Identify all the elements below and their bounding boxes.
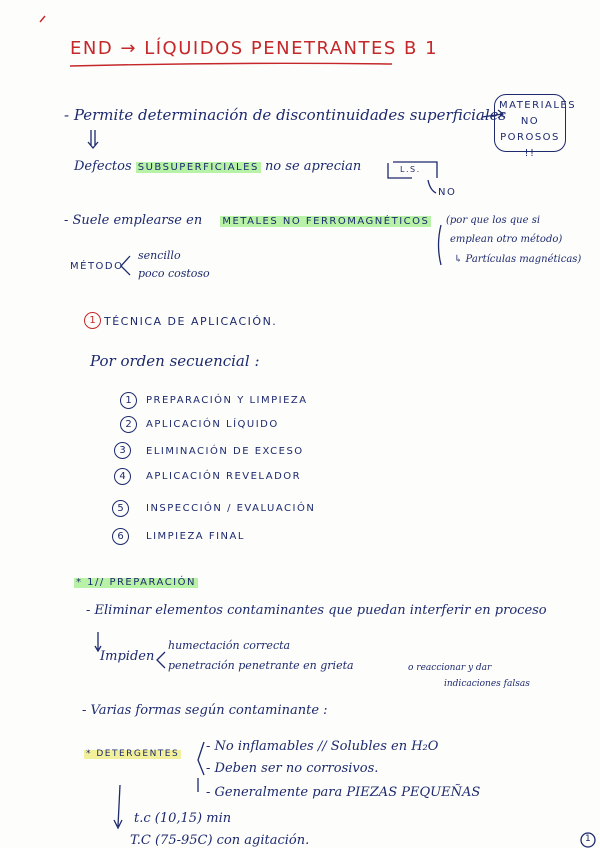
- step-label: APLICACIÓN LÍQUIDO: [146, 419, 279, 430]
- step-number-badge: 5: [112, 500, 129, 517]
- defects-label: Defectos: [74, 159, 132, 174]
- detergentes-time: t.c (10,15) min: [134, 811, 232, 826]
- title-underline: [70, 63, 392, 66]
- no-label: NO: [438, 187, 457, 198]
- no-arrow: [428, 180, 436, 193]
- prep-line-1: - Eliminar elementos contaminantes que puedan interferir en proceso: [86, 603, 547, 618]
- prep-line-2: - Varias formas según contaminante :: [82, 703, 328, 718]
- step-number-badge: 2: [120, 416, 137, 433]
- detergentes-item-1: - No inflamables // Solubles en H₂O: [206, 739, 439, 754]
- aside-line-1: (por que los que si: [446, 215, 541, 226]
- impiden-brace: [157, 652, 165, 668]
- step-number-badge: 1: [120, 392, 137, 409]
- step-label: ELIMINACIÓN DE EXCESO: [146, 446, 304, 457]
- detergentes-item-3: - Generalmente para PIEZAS PEQUEÑAS: [206, 785, 481, 800]
- note-box-text: MATERIALES NO POROSOS !!: [499, 100, 577, 159]
- detergentes-bracket: [198, 742, 204, 792]
- impiden-item-3: o reaccionar y dar: [408, 663, 492, 673]
- intro-line-1: - Permite determinación de discontinuidades superficiales: [64, 106, 507, 124]
- aside-bracket: [439, 225, 442, 265]
- detergentes-temp: T.C (75-95C) con agitación.: [130, 833, 310, 848]
- down-arrow: [114, 785, 122, 828]
- subsurface-highlight: SUBSUPERFICIALES: [137, 162, 259, 173]
- step-label: INSPECCIÓN / EVALUACIÓN: [146, 503, 316, 514]
- method-option-2: poco costoso: [138, 267, 210, 280]
- section-number-badge: 1: [84, 312, 101, 329]
- impiden-label: Impiden: [100, 649, 155, 664]
- implies-arrow: [88, 130, 98, 148]
- step-label: APLICACIÓN REVELADOR: [146, 471, 302, 482]
- method-label: MÉTODO: [70, 261, 124, 272]
- step-number-badge: 6: [112, 528, 129, 545]
- page-title: END → LÍQUIDOS PENETRANTES B 1: [70, 38, 439, 59]
- step-label: PREPARACIÓN Y LIMPIEZA: [146, 395, 308, 406]
- aside-line-2: emplean otro método): [450, 234, 563, 245]
- not-seen-text: no se aprecian: [264, 159, 362, 174]
- impiden-item-2: penetración penetrante en grieta: [168, 659, 354, 672]
- intro-line-3: [64, 214, 431, 227]
- bracket-inner-mark: L.S.: [400, 165, 421, 174]
- detergentes-label: * DETERGENTES: [86, 749, 180, 759]
- aside-line-3: ↳ Partículas magnéticas): [454, 254, 582, 265]
- step-number-badge: 3: [114, 442, 131, 459]
- prep-heading: * 1// PREPARACIÓN: [76, 577, 196, 588]
- step-label: LIMPIEZA FINAL: [146, 531, 245, 542]
- used-in-text: - Suele emplearse en: [64, 213, 203, 228]
- section-title: TÉCNICA DE APLICACIÓN.: [104, 315, 278, 328]
- detergentes-item-2: - Deben ser no corrosivos.: [206, 761, 379, 776]
- intro-line-2: [74, 160, 361, 173]
- non-ferromagnetic-highlight: METALES NO FERROMAGNÉTICOS: [222, 216, 430, 227]
- method-option-1: sencillo: [138, 249, 181, 262]
- corner-tick: [40, 16, 45, 22]
- step-number-badge: 4: [114, 468, 131, 485]
- impiden-item-4: indicaciones falsas: [444, 679, 530, 689]
- page-number: 1: [585, 834, 593, 844]
- sequence-intro: Por orden secuencial :: [90, 352, 260, 370]
- impiden-item-1: humectación correcta: [168, 639, 291, 652]
